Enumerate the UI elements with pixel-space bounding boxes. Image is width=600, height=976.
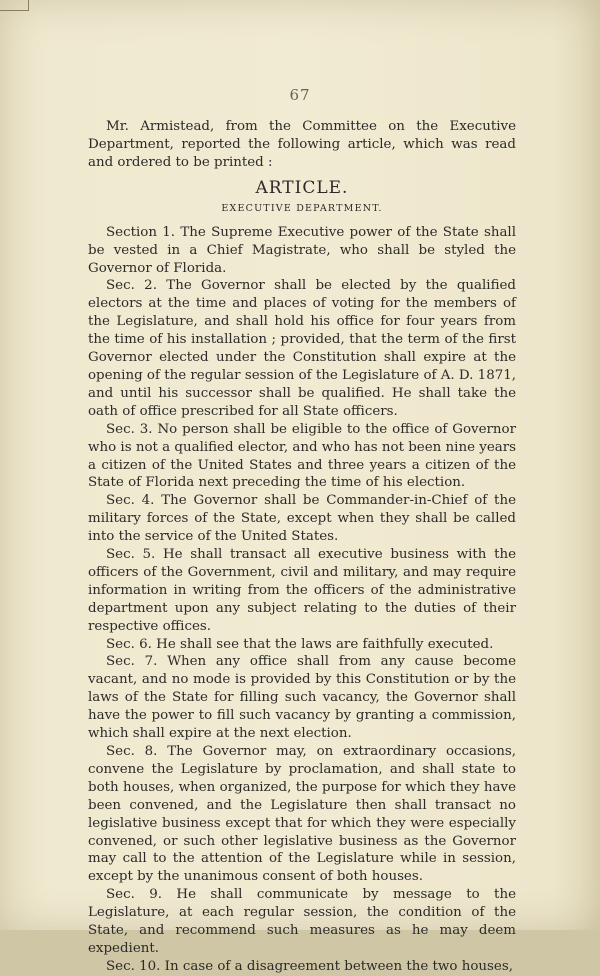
section-6-paragraph: Sec. 6. He shall see that the laws are faithfully executed. [106,636,494,652]
page-number: 67 [289,86,311,104]
article-title: ARTICLE. [255,177,349,198]
corner-mark [0,0,29,11]
page-content [88,118,516,976]
section-4-paragraph: Sec. 4. The Governor shall be Commander-in-Chief of the military forces of the State, except when they shall be called into the service of the United States. [88,493,516,545]
section-3-paragraph: Sec. 3. No person shall be eligible to the office of Governor who is not a qualified elector, and who has not been nine years a citizen of the United States and three years a citizen of the State of Florida next preceding the time of his election. [88,421,516,491]
intro-paragraph: Mr. Armistead, from the Committee on the Executive Department, reported the following article, which was read and ordered to be printed : [88,119,516,170]
section-heading: EXECUTIVE DEPARTMENT. [221,202,383,214]
section-10-paragraph: Sec. 10. In case of a disagreement between the two houses, [106,958,513,974]
section-5-paragraph: Sec. 5. He shall transact all executive business with the officers of the Government, civil and military, and may require information in writing from the officers of the administrative department upon any subject relating to the duties of their respective offices. [88,547,516,634]
section-1-paragraph: Section 1. The Supreme Executive power of the State shall be vested in a Chief Magistrate, who shall be styled the Governor of Florida. [88,224,516,276]
section-9-paragraph: Sec. 9. He shall communicate by message to the Legislature, at each regular session, the condition of the State, and recommend such measures as he may deem expedient. [88,887,516,956]
section-8-paragraph: Sec. 8. The Governor may, on extraordinary occasions, convene the Legislature by proclamation, and shall state to both houses, when organized, the purpose for which they have been convened, and the Legislature then shall transact no legislative business except that for which they were especially convened, or such other legislative business as the Governor may call to the attention of the Legislature while in session, except by the unanimous consent of both houses. [88,744,516,885]
section-7-paragraph: Sec. 7. When any office shall from any cause become vacant, and no mode is provided by this Constitution or by the laws of the State for filling such vacancy, the Governor shall have the power to fill such vacancy by granting a commission, which shall expire at the next election. [88,654,516,742]
section-2-paragraph: Sec. 2. The Governor shall be elected by the qualified electors at the time and places of voting for the members of the Legislature, and shall hold his office for four years from the time of his installation ; provided, that the term of the first Governor elected under the Constitution shall expire at the opening of the regular session of the Legislature of A. D. 1871, and until his successor shall be qualified. He shall take the oath of office prescribed for all State officers. [88,278,517,419]
